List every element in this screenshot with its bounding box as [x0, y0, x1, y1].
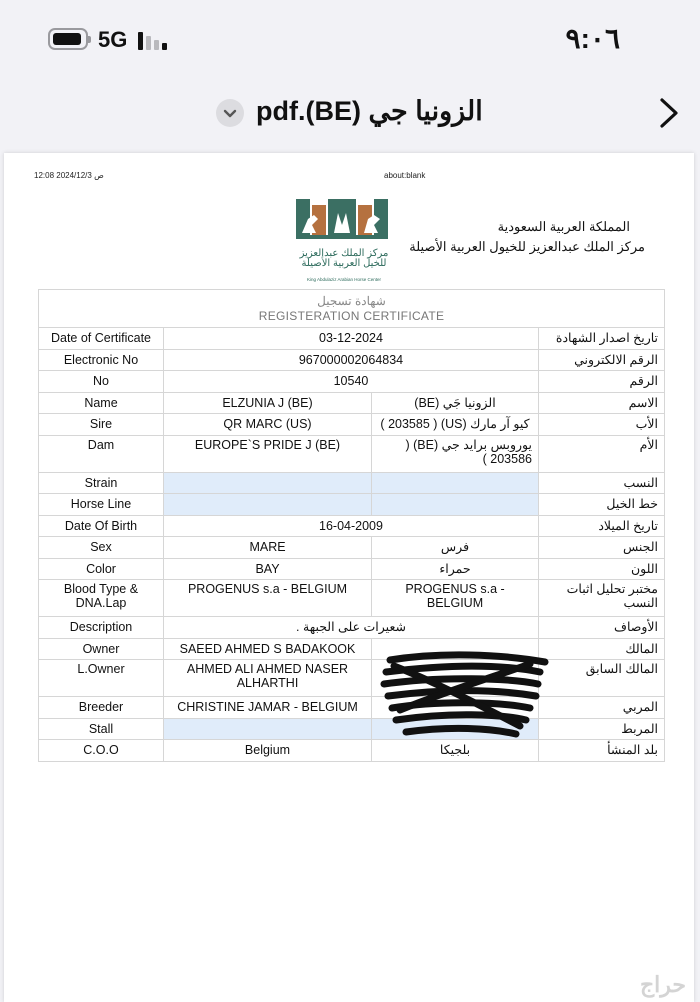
row-value-ar: الزونيا جَي (BE) [372, 392, 539, 414]
table-row [39, 472, 665, 494]
horse-center-logo [294, 195, 390, 283]
row-label-ar: بلد المنشأ [539, 740, 665, 762]
table-row [39, 414, 665, 436]
table-row [39, 349, 665, 371]
row-value: شعيرات على الجبهة . [164, 617, 539, 639]
empty-value-cell [164, 718, 372, 740]
row-value-ar: PROGENUS s.a - BELGIUM [372, 580, 539, 617]
table-row [39, 580, 665, 617]
row-value-en: CHRISTINE JAMAR - BELGIUM [164, 697, 372, 719]
table-row [39, 328, 665, 350]
org-name: مركز الملك عبدالعزيز للخيول العربية الأصيلة [409, 239, 645, 254]
row-label-ar: الرقم [539, 371, 665, 393]
signal-bars-icon [138, 30, 172, 50]
table-row [39, 617, 665, 639]
row-label-ar: الأب [539, 414, 665, 436]
row-value-ar: حمراء [372, 558, 539, 580]
logo-text-en: King Abdulaziz Arabian Horse Center [306, 277, 382, 282]
watermark: حراج [639, 972, 686, 997]
row-label-ar: المالك السابق [539, 660, 665, 697]
row-label-en: Color [39, 558, 164, 580]
chevron-down-icon[interactable] [216, 99, 244, 127]
table-row [39, 638, 665, 660]
chevron-right-icon[interactable] [654, 96, 684, 130]
network-label: 5G [98, 27, 128, 52]
row-value-en: AHMED ALI AHMED NASER ALHARTHI [164, 660, 372, 697]
row-label-ar: المالك [539, 638, 665, 660]
logo-text-ar: مركز الملك عبدالعزيز للخيل العربية الأصيلة [299, 248, 389, 269]
row-value: 10540 [164, 371, 539, 393]
certificate-title-row [39, 290, 665, 328]
org-country: المملكة العربية السعودية [497, 219, 630, 234]
row-label-ar: الأم [539, 435, 665, 472]
table-row [39, 371, 665, 393]
row-value: 967000002064834 [164, 349, 539, 371]
row-value-en: SAEED AHMED S BADAKOOK [164, 638, 372, 660]
empty-value-cell [164, 494, 372, 516]
empty-value-cell [372, 472, 539, 494]
clock: ٩:٠٦ [565, 23, 620, 54]
table-row [39, 660, 665, 697]
row-value-en: MARE [164, 537, 372, 559]
cert-title-en: REGISTERATION CERTIFICATE [258, 309, 445, 323]
redaction-scribble [380, 650, 552, 744]
row-label-ar: المربي [539, 697, 665, 719]
row-label-en: Description [39, 617, 164, 639]
row-label-en: Date of Certificate [39, 328, 164, 350]
print-url: about:blank [384, 171, 426, 180]
row-label-ar: الأوصاف [539, 617, 665, 639]
row-value-en: EUROPE`S PRIDE J (BE) [164, 435, 372, 472]
row-value: 03-12-2024 [164, 328, 539, 350]
status-bar [0, 0, 700, 78]
row-label-en: Name [39, 392, 164, 414]
row-value-ar: كيو آر مارك (US) ( 203585 ) [372, 414, 539, 436]
row-label-ar: الرقم الالكتروني [539, 349, 665, 371]
row-label-ar: المربط [539, 718, 665, 740]
row-value-en: ELZUNIA J (BE) [164, 392, 372, 414]
row-label-en: Date Of Birth [39, 515, 164, 537]
table-row [39, 697, 665, 719]
battery-icon [48, 28, 88, 50]
document-title[interactable]: الزونيا جي (BE).pdf [256, 96, 483, 126]
row-label-ar: مختبر تحليل اثبات النسب [539, 580, 665, 617]
cert-title-ar: شهادة تسجيل [317, 294, 386, 308]
row-label-ar: تاريخ الميلاد [539, 515, 665, 537]
row-label-en: Strain [39, 472, 164, 494]
table-row [39, 435, 665, 472]
pdf-page[interactable] [4, 153, 694, 1002]
row-label-en: C.O.O [39, 740, 164, 762]
row-label-ar: الجنس [539, 537, 665, 559]
row-value-en: BAY [164, 558, 372, 580]
row-label-en: Electronic No [39, 349, 164, 371]
row-value: 16-04-2009 [164, 515, 539, 537]
row-label-en: No [39, 371, 164, 393]
registration-table [38, 289, 665, 762]
table-row [39, 494, 665, 516]
row-label-en: Blood Type & DNA.Lap [39, 580, 164, 617]
row-value-en: QR MARC (US) [164, 414, 372, 436]
table-row [39, 515, 665, 537]
table-row [39, 740, 665, 762]
row-label-ar: الاسم [539, 392, 665, 414]
row-label-en: Stall [39, 718, 164, 740]
row-label-ar: خط الخيل [539, 494, 665, 516]
table-row [39, 558, 665, 580]
row-label-ar: تاريخ اصدار الشهادة [539, 328, 665, 350]
row-value-en: Belgium [164, 740, 372, 762]
row-value-ar: يوروبس برايد جي (BE) ( 203586 ) [372, 435, 539, 472]
row-value-ar: بلجيكا [372, 740, 539, 762]
table-row [39, 718, 665, 740]
row-value-en: PROGENUS s.a - BELGIUM [164, 580, 372, 617]
row-label-en: L.Owner [39, 660, 164, 697]
row-label-en: Sire [39, 414, 164, 436]
row-label-en: Sex [39, 537, 164, 559]
row-value-ar: فرس [372, 537, 539, 559]
print-datetime: 12:08 2024/12/3 ص [34, 171, 104, 180]
row-label-en: Owner [39, 638, 164, 660]
row-label-ar: اللون [539, 558, 665, 580]
table-row [39, 392, 665, 414]
row-label-ar: النسب [539, 472, 665, 494]
row-label-en: Horse Line [39, 494, 164, 516]
empty-value-cell [164, 472, 372, 494]
table-row [39, 537, 665, 559]
empty-value-cell [372, 494, 539, 516]
row-label-en: Dam [39, 435, 164, 472]
row-label-en: Breeder [39, 697, 164, 719]
